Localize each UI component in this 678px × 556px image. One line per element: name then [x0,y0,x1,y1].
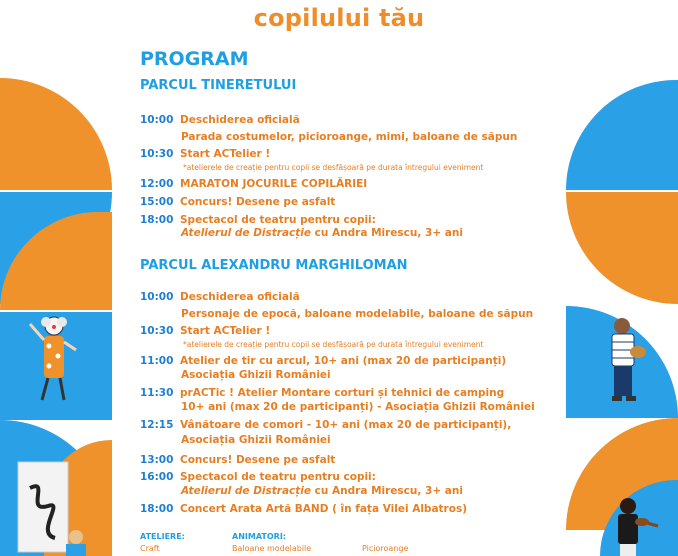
schedule-row: 16:00 Spectacol de teatru pentru copii: [140,471,376,483]
schedule-row: 10:30 Start ACTelier ! [140,148,271,160]
program-heading: PROGRAM [140,48,249,70]
page-title: copilului tău [253,4,425,32]
deco-left-top [0,78,112,190]
park2-heading: PARCUL ALEXANDRU MARGHILOMAN [140,258,408,273]
schedule-note: *atelierele de creație pentru copii se desfășoară pe durata întregului eveniment [183,340,484,349]
schedule-row: 12:00 MARATON JOCURILE COPILĂRIEI [140,178,368,190]
schedule-row: 13:00 Concurs! Desene pe asfalt [140,454,336,466]
schedule-row: 11:30 prACTic ! Atelier Montare corturi și tehnici de camping [140,387,505,399]
schedule-row: 10:30 Start ACTelier ! [140,325,271,337]
schedule-row: 18:00 Spectacol de teatru pentru copii: [140,214,376,226]
animatori-value: Baloane modelabile [232,544,312,553]
picioroange-value: Picioroange [362,544,409,553]
schedule-row-cont: 10+ ani (max 20 de participanți) - Asociația Ghizii României [181,401,535,413]
schedule-row: 10:00 Deschiderea oficială [140,291,300,303]
schedule-row: 10:00 Deschiderea oficială [140,114,300,126]
schedule-row: 18:00 Concert Arata Artă BAND ( în fața Vilei Albatros) [140,503,467,515]
schedule-row-cont: Atelierul de Distracție cu Andra Mirescu, 3+ ani [181,485,463,497]
schedule-row-cont: Parada costumelor, picioroange, mimi, baloane de săpun [181,131,518,143]
clown-figure [24,310,84,406]
schedule-row-cont: Asociația Ghizii României [181,434,331,446]
violinist-figure [602,494,662,556]
ateliere-label: ATELIERE: [140,532,185,541]
schedule-note: *atelierele de creație pentru copii se desfășoară pe durata întregului eveniment [183,163,484,172]
schedule-row-cont: Personaje de epocă, baloane modelabile, baloane de săpun [181,308,534,320]
animatori-label: ANIMATORI: [232,532,286,541]
schedule-row: 15:00 Concurs! Desene pe asfalt [140,196,336,208]
schedule-row-cont: Asociația Ghizii României [181,369,331,381]
ateliere-value: Craft [140,544,160,553]
park1-heading: PARCUL TINERETULUI [140,78,297,93]
musician-figure [600,314,650,406]
schedule-row-cont: Atelierul de Distracție cu Andra Mirescu, 3+ ani [181,227,463,239]
child-figure [56,528,96,556]
schedule-row: 12:15 Vânătoare de comori - 10+ ani (max 20 de participanți), [140,419,512,431]
deco-right-upper [566,192,678,304]
schedule-row: 11:00 Atelier de tir cu arcul, 10+ ani (max 20 de participanți) [140,355,507,367]
deco-right-top [566,80,678,190]
